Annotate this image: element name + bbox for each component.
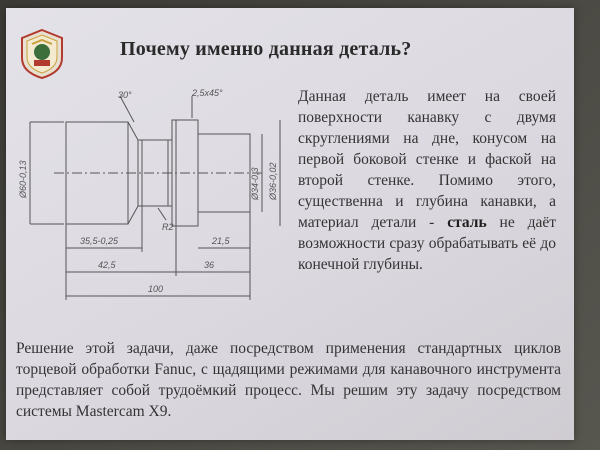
dim-l425: 42,5 xyxy=(98,260,116,270)
dim-l355: 35,5-0,25 xyxy=(80,236,119,246)
university-emblem-icon xyxy=(18,28,66,80)
dim-l100: 100 xyxy=(148,284,164,294)
dim-dia60: Ø60-0,13 xyxy=(18,160,28,198)
bottom-paragraph: Решение этой задачи, даже посредством применения стандартных циклов торцевой обработки Fanuc, с щадящими режимами для канавочного инструмента представляет собой трудоёмкий процесс. Мы решим эту задачу посредством системы Mastercam X9. xyxy=(16,340,561,420)
dim-l215: 21,5 xyxy=(212,236,230,246)
part-drawing xyxy=(14,88,304,308)
dim-dia34: Ø34-0,3 xyxy=(250,167,260,200)
description-text-part1: Данная деталь имеет на своей поверхности канавку с двумя скруглениями на дне, конусом на первой боковой стенке и фаской на второй стенке. Помимо этого, существенна и глубина канавки, а материал детали - xyxy=(298,88,556,231)
description-material: сталь xyxy=(447,214,487,231)
dim-l36: 36 xyxy=(204,260,215,270)
presentation-slide xyxy=(6,8,574,440)
dim-angle: 30° xyxy=(118,90,132,100)
dim-chamfer: 2,5х45° xyxy=(192,88,223,98)
dim-r2: R2 xyxy=(162,222,174,232)
slide-title: Почему именно данная деталь? xyxy=(120,38,412,60)
description-text-part2: не даёт возможности сразу обрабатывать её до конечной глубины. xyxy=(298,214,556,273)
description-paragraph xyxy=(298,86,556,275)
dim-dia36: Ø36-0,02 xyxy=(268,162,278,200)
